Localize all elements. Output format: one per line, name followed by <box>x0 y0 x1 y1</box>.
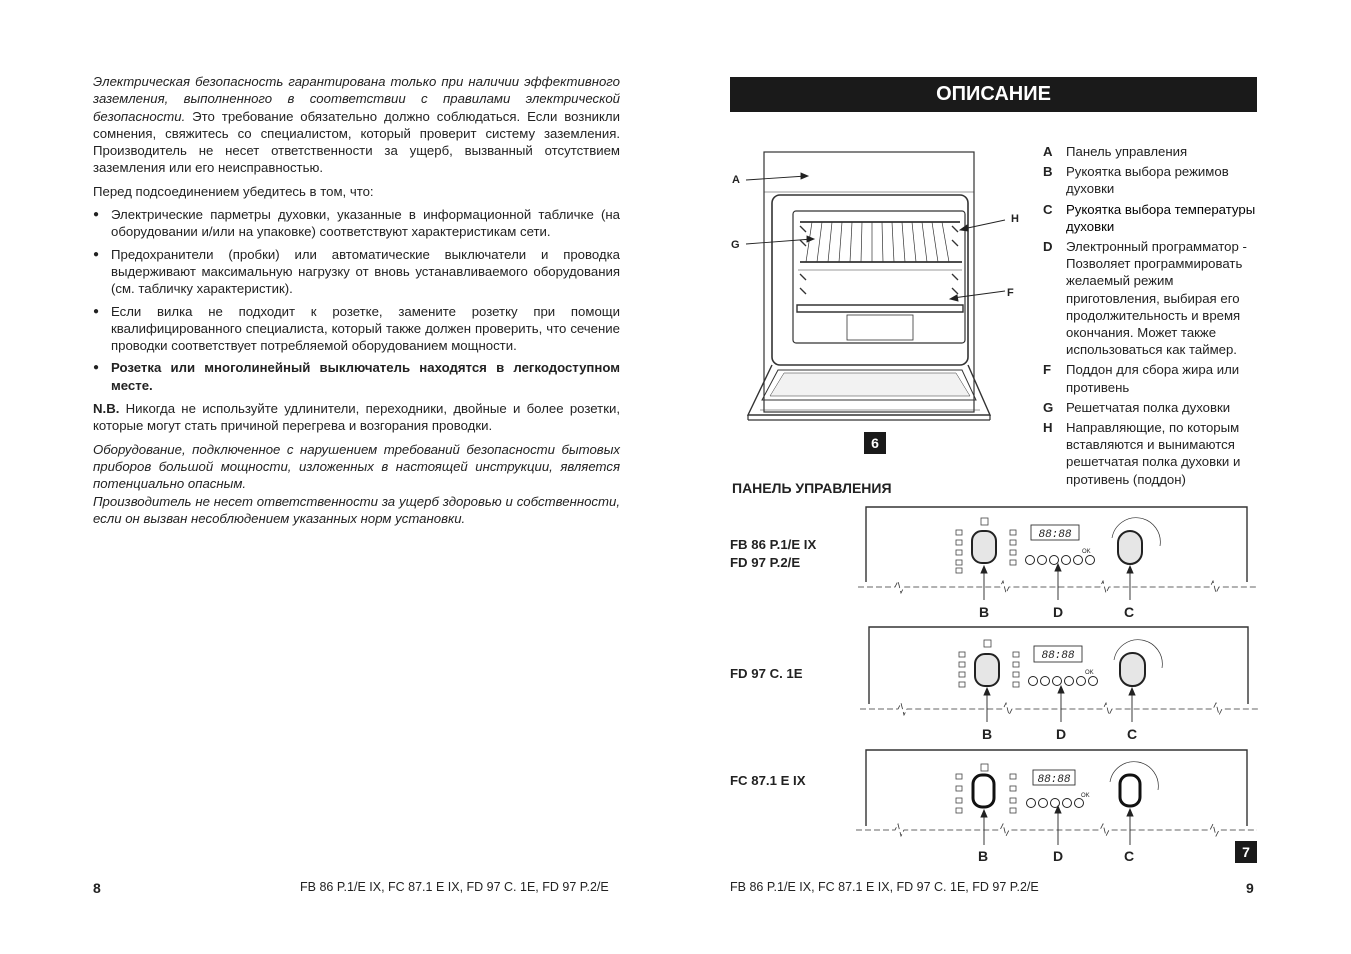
oven-label-f: F <box>1007 287 1014 299</box>
panel-label-d: D <box>1053 848 1064 864</box>
panel-display: 88:88 <box>1038 529 1072 541</box>
figure-6-badge: 6 <box>864 432 886 454</box>
legend-item: C Рукоятка выбора температуры духовки <box>1043 201 1256 234</box>
before-connection-intro: Перед подсоединением убедитесь в том, что: <box>93 183 374 199</box>
ok-label: OK <box>1081 793 1090 799</box>
oven-label-a: A <box>732 174 740 186</box>
list-item: ● Если вилка не подходит к розетке, замените розетку при помощи квалифицированного специалиста, который также должен проверить, что сечение проводки соответствует потребляемой оборудованием мощности. <box>93 303 620 355</box>
control-panel-1 <box>858 507 1257 620</box>
page-number-left: 8 <box>93 880 101 896</box>
oven-label-g: G <box>731 239 740 251</box>
figure-7-badge: 7 <box>1235 841 1257 863</box>
legend-item: B Рукоятка выбора режимов духовки <box>1043 164 1229 197</box>
legend-item: G Решетчатая полка духовки <box>1043 399 1231 415</box>
legend-item: F Поддон для сбора жира или противень <box>1043 362 1240 395</box>
control-panel-heading: ПАНЕЛЬ УПРАВЛЕНИЯ <box>732 480 892 496</box>
list-item-bold: ● Розетка или многолинейный выключатель находятся в легкодоступном месте. <box>93 359 620 394</box>
warning-italic-2: Производитель не несет ответственности за ущерб здоровью и собственности, если он вызван несоблюдением указанных норм установки. <box>93 493 620 526</box>
model-name: FC 87.1 E IX <box>730 773 806 788</box>
model-name: FD 97 P.2/E <box>730 555 801 570</box>
list-item: ● Предохранители (пробки) или автоматические выключатели и проводка выдерживают максимальную нагрузку от вновь устанавливаемого оборудования (см. табличку характеристик). <box>93 246 620 298</box>
panel-label-d: D <box>1056 726 1067 742</box>
panel-label-c: C <box>1127 726 1138 742</box>
grounding-italic: Электрическая безопасность гарантирована только при наличии эффективного заземления, выполненного в соответствии с правилами электрической безопасности. <box>93 74 620 124</box>
control-panel-2 <box>860 627 1258 742</box>
panel-label-b: B <box>979 604 990 620</box>
footer-models-left: FB 86 P.1/E IX, FC 87.1 E IX, FD 97 C. 1E, FD 97 P.2/E <box>300 880 609 894</box>
list-item: ● Электрические парметры духовки, указанные в информационной табличке (на оборудовании и/или на упаковке) соответствуют характеристикам сети. <box>93 206 620 241</box>
footer-models-right: FB 86 P.1/E IX, FC 87.1 E IX, FD 97 C. 1E, FD 97 P.2/E <box>730 880 1039 894</box>
panel-label-b: B <box>978 848 989 864</box>
model-name: FD 97 C. 1E <box>730 666 803 681</box>
panel-label-d: D <box>1053 604 1064 620</box>
nb-text: Никогда не используйте удлинители, переходники, двойные и более розетки, которые могут стать причиной перегрева и возгорания проводки. <box>93 401 620 434</box>
ok-label: OK <box>1085 670 1094 676</box>
ok-label: OK <box>1082 549 1091 555</box>
panel-label-c: C <box>1124 604 1135 620</box>
oven-label-h: H <box>1011 213 1019 225</box>
panel-display: 88:88 <box>1041 650 1075 662</box>
grounding-rest: Это требование обязательно должно соблюдаться. Если возникли сомнения, свяжитесь со специалистом, который проверит систему заземления. Производитель не несет ответственности за ущерб, вызванный отсутствием заземления или его неисправностью. <box>93 108 620 176</box>
model-name: FB 86 P.1/E IX <box>730 537 817 552</box>
legend-item: D Электронный программатор - Позволяет программировать желаемый режим приготовления, выбирая его продолжительность и время окончания. Может также использоваться как таймер. <box>1043 239 1247 358</box>
legend-item: A Панель управления <box>1043 144 1188 159</box>
control-panel-3 <box>856 750 1257 864</box>
legend-item: H Направляющие, по которым вставляются и вынимаются решетчатая полка духовки и противень (поддон) <box>1043 420 1241 487</box>
page-title: ОПИСАНИЕ <box>730 77 1257 112</box>
nb-label: N.B. <box>93 401 120 417</box>
page-number-right: 9 <box>1246 880 1254 896</box>
panel-label-c: C <box>1124 848 1135 864</box>
panel-label-b: B <box>982 726 993 742</box>
warning-italic-1: Оборудование, подключенное с нарушением требований безопасности бытовых приборов большой мощности, изложенных в настоящей инструкции, является потенциально опасным. <box>93 441 620 492</box>
panel-display: 88:88 <box>1037 774 1071 786</box>
